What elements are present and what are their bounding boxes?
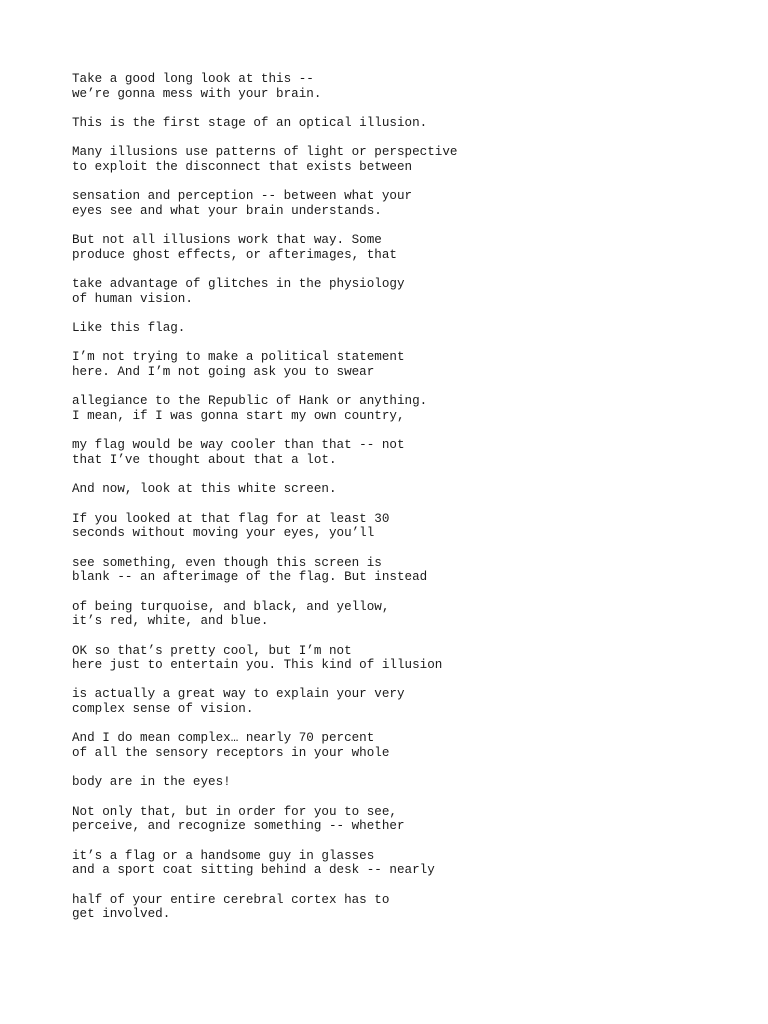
paragraph [72,849,712,878]
text-line: And now, look at this white screen. [72,482,337,497]
text-line: take advantage of glitches in the physiology [72,277,405,292]
text-line: my flag would be way cooler than that -- not [72,438,405,453]
text-line: and a sport coat sitting behind a desk -- nearly [72,863,435,878]
paragraph [72,116,712,131]
paragraph [72,482,712,497]
paragraph [72,438,712,467]
text-line: is actually a great way to explain your very [72,687,405,702]
text-line: that I’ve thought about that a lot. [72,453,337,468]
text-line: Take a good long look at this -- [72,72,314,86]
paragraph [72,556,712,585]
paragraph [72,512,712,541]
paragraph [72,805,712,834]
paragraph [72,775,712,790]
text-line: Like this flag. [72,321,186,336]
text-line: complex sense of vision. [72,702,254,717]
text-line: I mean, if I was gonna start my own country, [72,409,405,424]
text-line: to exploit the disconnect that exists between [72,159,413,174]
text-line: we’re gonna mess with your brain. [72,86,322,101]
text-line: see something, even though this screen is [72,555,382,570]
paragraph [72,731,712,760]
text-line: it’s a flag or a handsome guy in glasses [72,848,375,863]
text-line: body are in the eyes! [72,775,231,790]
paragraph [72,600,712,629]
text-line: And I do mean complex… nearly 70 percent [72,731,375,746]
paragraph [72,72,712,101]
text-line: of all the sensory receptors in your whole [72,746,390,761]
text-line: blank -- an afterimage of the flag. But instead [72,570,428,585]
text-line: it’s red, white, and blue. [72,614,269,629]
text-line: allegiance to the Republic of Hank or anything. [72,394,428,409]
text-line: I’m not trying to make a political statement [72,350,405,365]
text-line: But not all illusions work that way. Some [72,233,382,248]
text-line: of human vision. [72,291,193,306]
paragraph [72,145,712,174]
paragraph [72,893,712,922]
paragraph [72,233,712,262]
paragraph [72,189,712,218]
text-line: seconds without moving your eyes, you’ll [72,526,375,541]
text-line: of being turquoise, and black, and yellow, [72,599,390,614]
transcript-page [72,72,712,937]
paragraph [72,644,712,673]
text-line: perceive, and recognize something -- whether [72,819,405,834]
text-line: If you looked at that flag for at least 30 [72,511,390,526]
text-line: sensation and perception -- between what your [72,189,413,204]
paragraph [72,687,712,716]
paragraph [72,277,712,306]
text-line: Not only that, but in order for you to see, [72,804,397,819]
text-line: This is the first stage of an optical illusion. [72,115,428,130]
text-line: produce ghost effects, or afterimages, that [72,247,397,262]
text-line: Many illusions use patterns of light or perspective [72,145,458,160]
paragraph [72,394,712,423]
text-line: half of your entire cerebral cortex has to [72,892,390,907]
paragraph [72,321,712,336]
text-line: OK so that’s pretty cool, but I’m not [72,643,352,658]
text-line: here just to entertain you. This kind of illusion [72,658,443,673]
paragraph [72,350,712,379]
text-line: eyes see and what your brain understands. [72,203,382,218]
text-line: get involved. [72,907,171,922]
text-line: here. And I’m not going ask you to swear [72,365,375,380]
